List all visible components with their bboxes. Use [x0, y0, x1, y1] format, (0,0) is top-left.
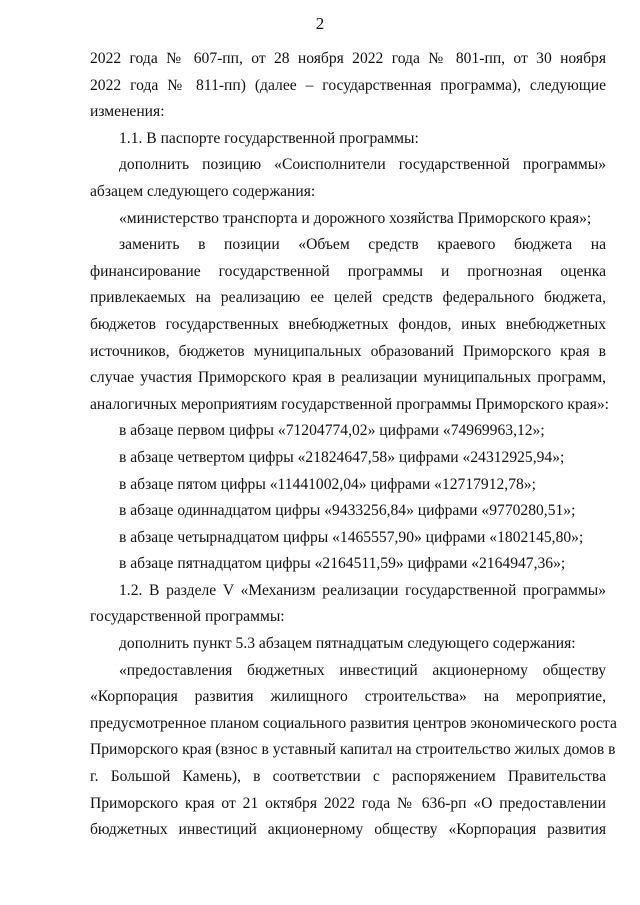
document-body — [90, 46, 617, 844]
paragraph — [90, 578, 606, 631]
text-line: в абзаце первом цифры «71204774,02» цифрами «74969963,12»; — [119, 422, 545, 440]
paragraph — [90, 152, 606, 205]
text-line: в абзаце четвертом цифры «21824647,58» цифрами «24312925,94»; — [119, 448, 565, 466]
text-line: абзацем следующего содержания: — [90, 182, 316, 200]
paragraph — [90, 206, 606, 233]
paragraph — [90, 472, 606, 499]
text-line: «министерство транспорта и дорожного хозяйства Приморского края»; — [119, 209, 592, 227]
text-line: бюджетов государственных внебюджетных фондов, иных внебюджетных — [90, 315, 606, 333]
text-line: источников, бюджетов муниципальных образований Приморского края в — [90, 342, 606, 360]
text-line: «Корпорация развития жилищного строительства» на мероприятие, — [90, 688, 606, 706]
text-line: в абзаце пятом цифры «11441002,04» цифрами «12717912,78»; — [119, 475, 536, 493]
text-line: г. Большой Камень), в соответствии с распоряжением Правительства — [90, 768, 606, 786]
text-line: дополнить позицию «Соисполнители государственной программы» — [119, 156, 606, 174]
paragraph — [90, 445, 606, 472]
paragraph — [90, 498, 606, 525]
text-line: привлекаемых на реализацию ее целей средств федерального бюджета, — [90, 289, 606, 307]
text-line: бюджетных инвестиций акционерному обществу «Корпорация развития — [90, 821, 606, 839]
text-line: дополнить пункт 5.3 абзацем пятнадцатым следующего содержания: — [119, 635, 576, 653]
text-line: финансирование государственной программы и прогнозная оценка — [90, 262, 606, 280]
text-line: 1.2. В разделе V «Механизм реализации государственной программы» — [119, 581, 606, 599]
text-line: 2022 года № 811-пп) (далее – государственная программа), следующие — [90, 76, 606, 94]
text-line: в абзаце пятнадцатом цифры «2164511,59» цифрами «2164947,36»; — [119, 555, 566, 573]
text-line: изменения: — [90, 103, 165, 121]
paragraph — [90, 525, 606, 552]
text-line: Приморского края от 21 октября 2022 года № 636-рп «О предоставлении — [90, 794, 606, 812]
text-line: Приморского края (взнос в уставный капитал на строительство жилых домов в — [90, 741, 616, 759]
paragraph — [90, 418, 606, 445]
paragraph — [90, 658, 617, 844]
text-line: 2022 года № 607-пп, от 28 ноября 2022 года № 801-пп, от 30 ноября — [90, 50, 606, 67]
paragraph — [90, 551, 606, 578]
text-line: в абзаце одиннадцатом цифры «9433256,84» цифрами «9770280,51»; — [119, 502, 576, 520]
page-number: 2 — [315, 14, 325, 33]
text-line: государственной программы: — [90, 608, 285, 626]
text-line: 1.1. В паспорте государственной программы: — [119, 129, 419, 147]
paragraph — [90, 126, 606, 153]
text-line: случае участия Приморского края в реализации муниципальных программ, — [90, 369, 606, 387]
paragraph — [90, 631, 606, 658]
text-line: «предоставления бюджетных инвестиций акционерному обществу — [119, 661, 606, 679]
paragraph — [90, 232, 610, 418]
text-line: в абзаце четырнадцатом цифры «1465557,90» цифрами «1802145,80»; — [119, 528, 584, 546]
text-line: предусмотренное планом социального развития центров экономического роста — [90, 714, 617, 732]
paragraph — [90, 46, 606, 126]
text-line: заменить в позиции «Объем средств краевого бюджета на — [119, 236, 606, 254]
text-line: аналогичных мероприятиям государственной программы Приморского края»: — [90, 395, 610, 413]
